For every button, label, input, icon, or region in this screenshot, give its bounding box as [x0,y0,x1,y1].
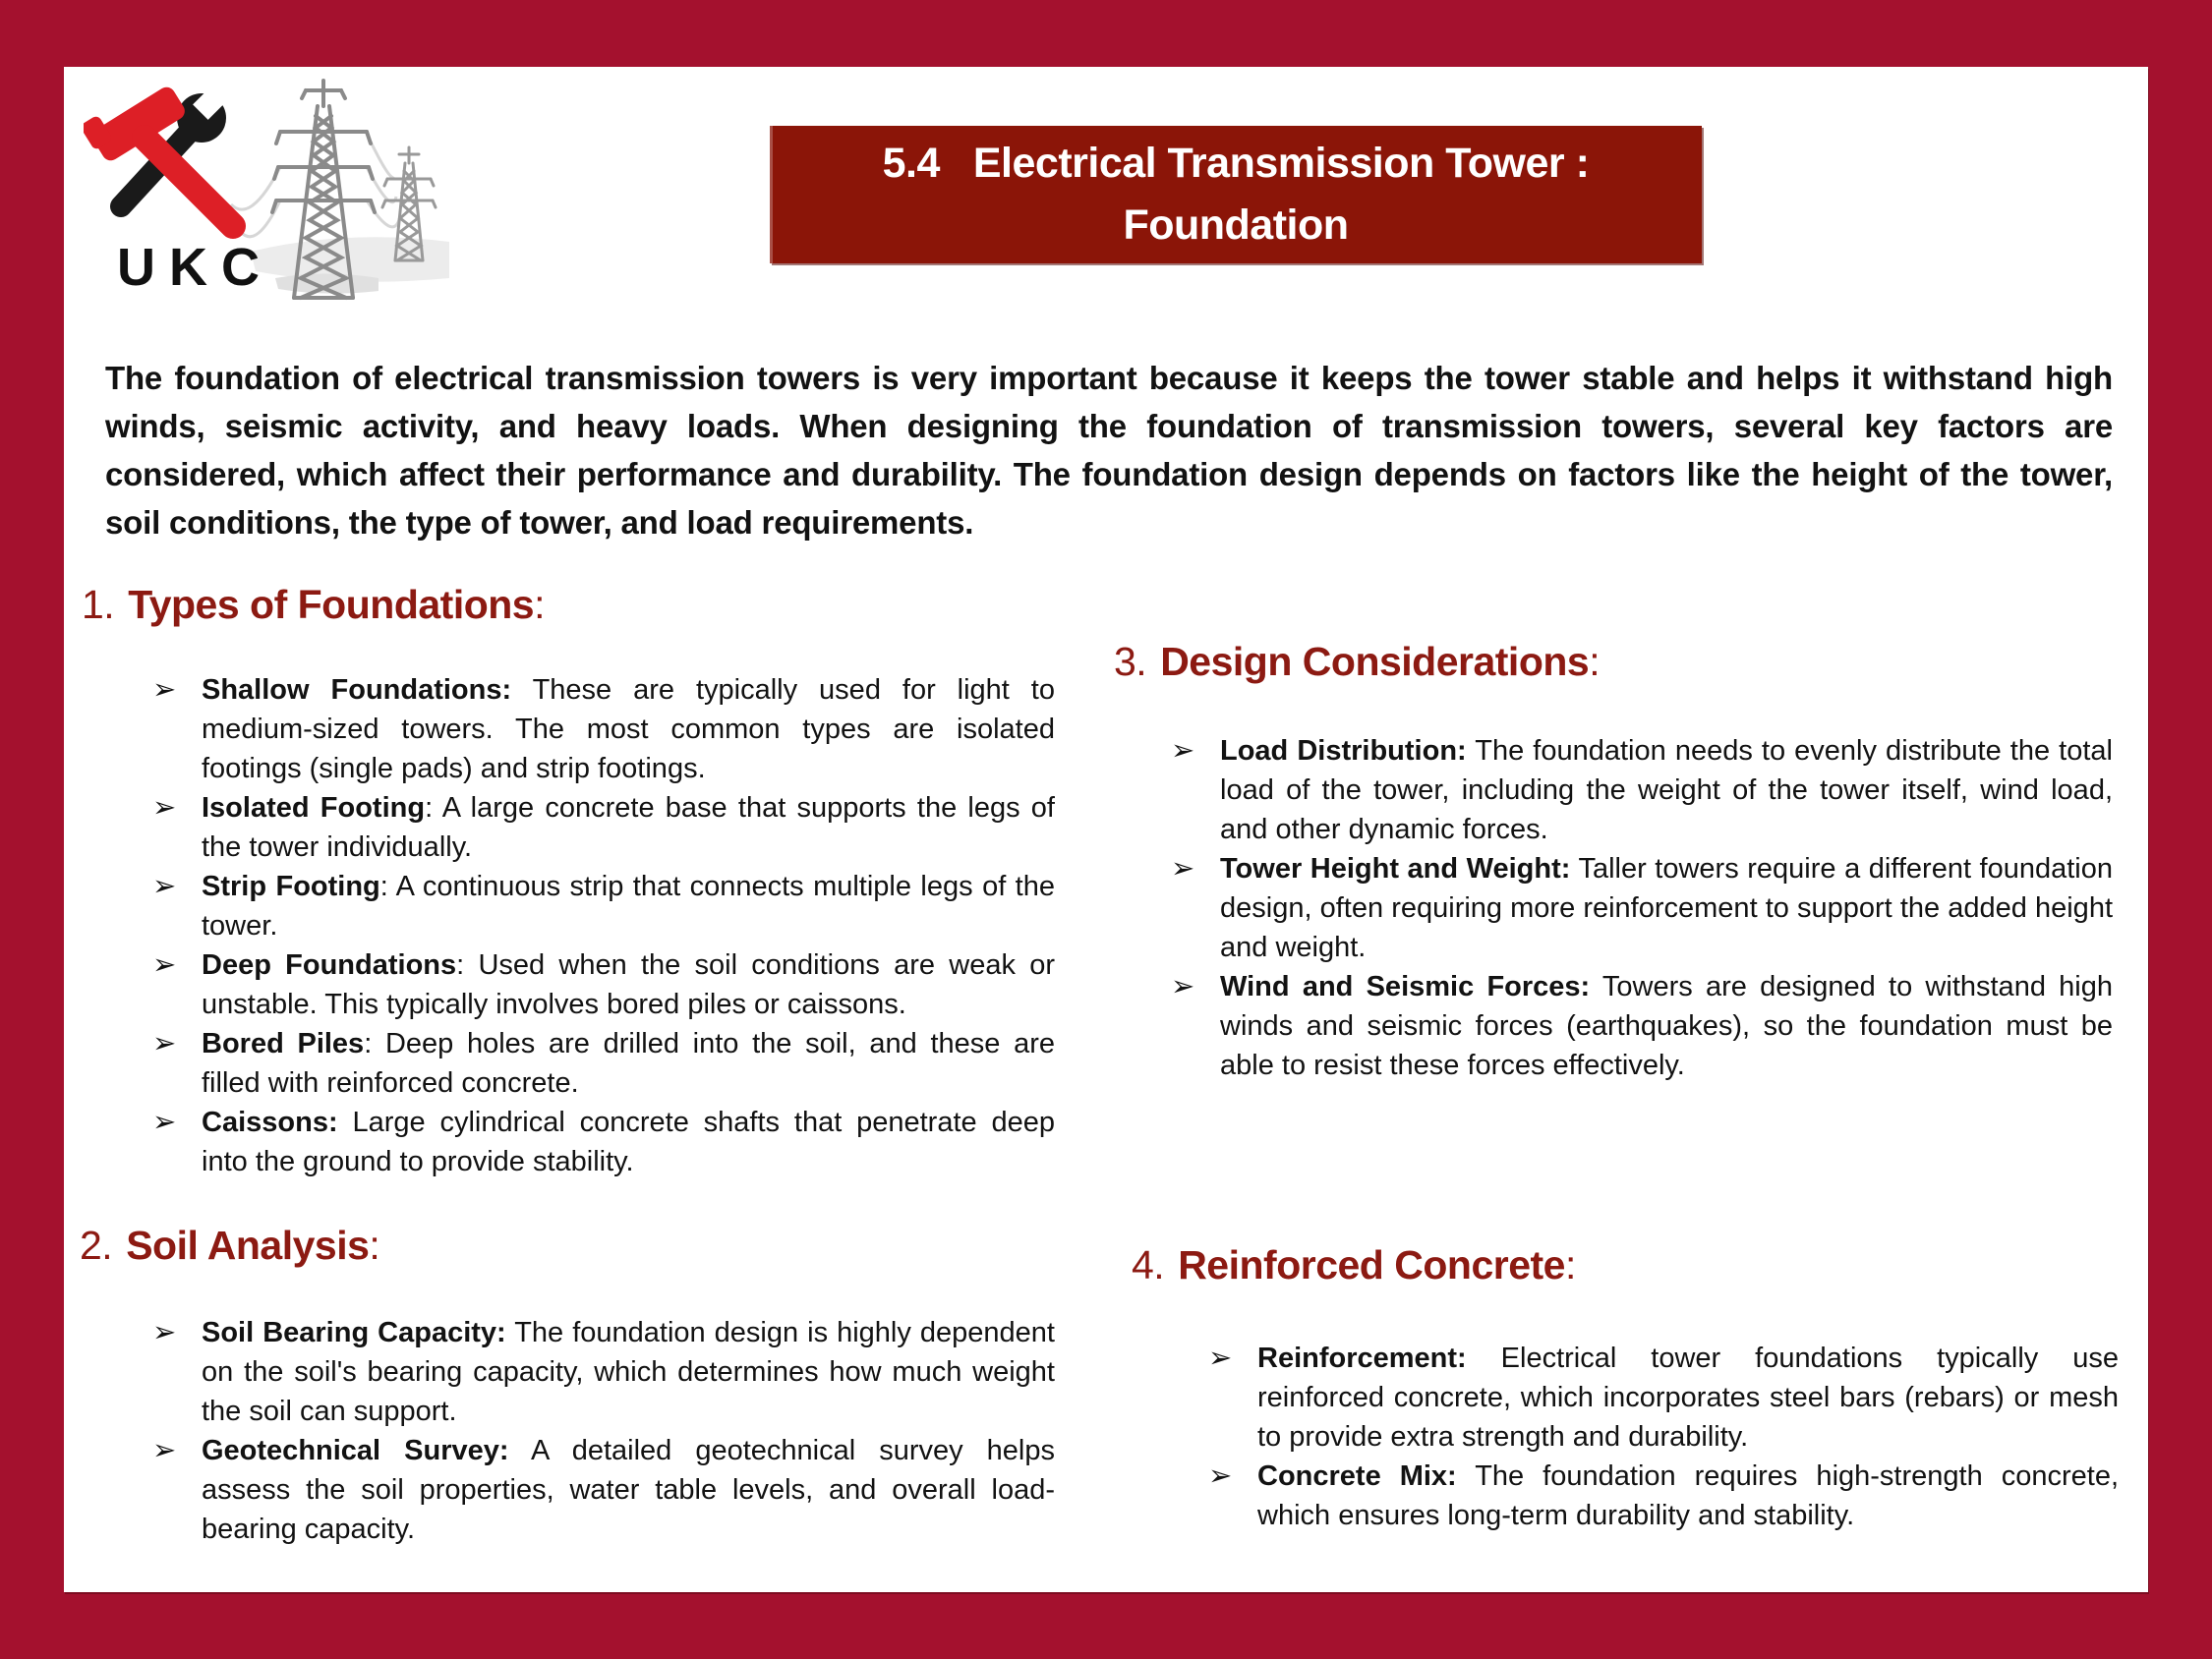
bullet-text: Deep Foundations: Used when the soil conditions are weak or unstable. This typically involves bored piles or caissons. [202,949,1055,1020]
bullet-text: Wind and Seismic Forces: Towers are designed to withstand high winds and seismic forces (earthquakes), so the foundation must be able to resist these forces effectively. [1220,971,2113,1081]
arrow-bullet-icon: ➢ [152,949,177,981]
arrow-bullet-icon: ➢ [152,674,177,706]
logo-graphic [84,77,449,305]
bullet-text: Caissons: Large cylindrical concrete shafts that penetrate deep into the ground to provide stability. [202,1107,1055,1177]
heading-number: 1. [82,582,115,627]
heading-title: Types of Foundations [128,582,535,627]
arrow-bullet-icon: ➢ [152,1028,177,1059]
reinforced-concrete-list [1208,1339,2119,1535]
heading-types-of-foundations [82,582,545,628]
bullet-item [152,1431,1055,1549]
bullet-item [152,867,1055,945]
bullet-item [1208,1457,2119,1535]
heading-title: Design Considerations [1160,639,1590,684]
heading-title: Soil Analysis [126,1223,370,1268]
bullet-item [1208,1339,2119,1457]
arrow-bullet-icon: ➢ [152,871,177,902]
document-page [64,67,2148,1592]
bullet-item [1171,967,2113,1085]
heading-colon: : [1589,639,1601,684]
bullet-text: Strip Footing: A continuous strip that connects multiple legs of the tower. [202,871,1055,942]
heading-number: 3. [1114,639,1147,684]
heading-number: 4. [1132,1242,1165,1287]
arrow-bullet-icon: ➢ [152,1317,177,1348]
bullet-text: Reinforcement: Electrical tower foundations typically use reinforced concrete, which incorporates steel bars (rebars) or mesh to provide extra strength and durability. [1257,1343,2119,1453]
bullet-item [152,670,1055,788]
arrow-bullet-icon: ➢ [1171,853,1195,885]
bullet-text: Bored Piles: Deep holes are drilled into the soil, and these are filled with reinforced concrete. [202,1028,1055,1099]
arrow-bullet-icon: ➢ [1171,735,1195,767]
heading-design-considerations [1114,639,1600,685]
bullet-item [152,1103,1055,1181]
arrow-bullet-icon: ➢ [152,1107,177,1138]
logo-text: UKC [117,238,273,297]
arrow-bullet-icon: ➢ [152,1435,177,1466]
design-considerations-list [1171,731,2113,1085]
bullet-item [1171,731,2113,849]
heading-soil-analysis [80,1223,379,1269]
banner-subtitle: Foundation [1123,201,1349,249]
heading-number: 2. [80,1223,113,1268]
bullet-text: Soil Bearing Capacity: The foundation design is highly dependent on the soil's bearing capacity, which determines how much weight the soil can support. [202,1317,1055,1427]
intro-paragraph: The foundation of electrical transmission towers is very important because it keeps the tower stable and helps it withstand high winds, seismic activity, and heavy loads. When designing the foundation of transmission towers, several key factors are considered, which affect their performance and durability. The foundation design depends on factors like the height of the tower, soil conditions, the type of tower, and load requirements. [105,360,2113,541]
bullet-text: Isolated Footing: A large concrete base that supports the legs of the tower individually. [202,792,1055,863]
bullet-text: Tower Height and Weight: Taller towers require a different foundation design, often requiring more reinforcement to support the added height and weight. [1220,853,2114,963]
title-banner [770,126,1702,263]
arrow-bullet-icon: ➢ [1208,1460,1233,1492]
arrow-bullet-icon: ➢ [1171,971,1195,1002]
bullet-text: Load Distribution: The foundation needs to evenly distribute the total load of the tower, including the weight of the tower itself, wind load, and other dynamic forces. [1220,735,2114,845]
soil-analysis-list [152,1313,1055,1549]
ukc-logo [84,77,449,305]
bullet-item [1171,849,2113,967]
types-of-foundations-list [152,670,1055,1181]
bullet-item [152,1024,1055,1103]
bullet-item [152,945,1055,1024]
bullet-text: Concrete Mix: The foundation requires high-strength concrete, which ensures long-term durability and stability. [1257,1460,2119,1531]
bullet-text: Geotechnical Survey: A detailed geotechnical survey helps assess the soil properties, water table levels, and overall load-bearing capacity. [202,1435,1055,1545]
arrow-bullet-icon: ➢ [1208,1343,1233,1374]
section-number: 5.4 [882,140,940,187]
bullet-item [152,788,1055,867]
bullet-item [152,1313,1055,1431]
heading-reinforced-concrete [1132,1242,1576,1288]
heading-colon: : [534,582,546,627]
banner-title: Electrical Transmission Tower : [972,140,1590,187]
heading-colon: : [1564,1242,1576,1287]
heading-colon: : [369,1223,380,1268]
arrow-bullet-icon: ➢ [152,792,177,824]
heading-title: Reinforced Concrete [1178,1242,1565,1287]
bullet-text: Shallow Foundations: These are typically used for light to medium-sized towers. The most common types are isolated footings (single pads) and strip footings. [202,674,1055,784]
banner-line1 [883,140,1590,188]
